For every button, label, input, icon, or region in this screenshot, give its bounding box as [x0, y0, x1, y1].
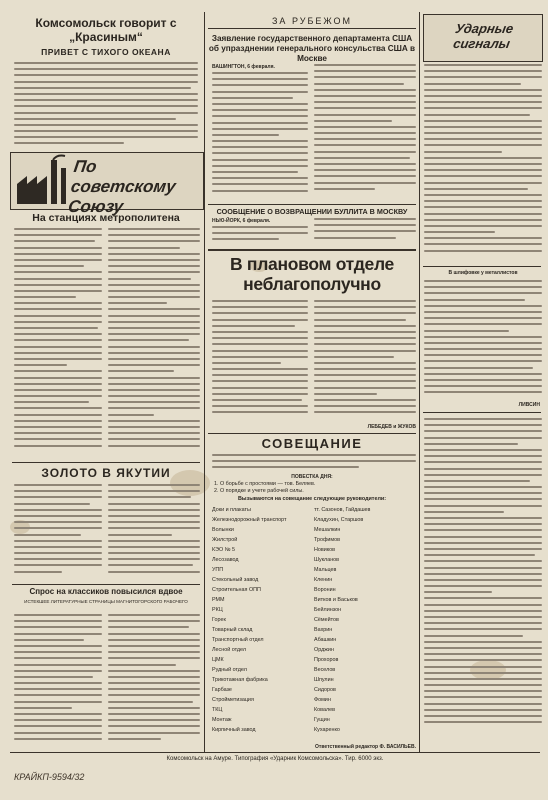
- column-rule: [204, 12, 205, 752]
- invite-heading: Вызываются на совещание следующие руководители:: [238, 496, 386, 502]
- invite-name: Бейлинзон: [314, 607, 342, 613]
- section-rule: [208, 204, 416, 205]
- invite-department: Товарный склад: [212, 627, 253, 633]
- signature-plan: ЛЕБЕДЕВ и ЖУКОВ: [367, 424, 416, 430]
- title-bullitt: СООБЩЕНИЕ О ВОЗВРАЩЕНИИ БУЛЛИТА В МОСКВУ: [216, 207, 408, 216]
- invite-department: Жилстрой: [212, 537, 238, 543]
- invite-department: УПП: [212, 567, 224, 573]
- article-text-plan-b: [314, 300, 416, 422]
- footer-imprint: Комсомольск на Амуре. Типография «Ударник Комсомольска». Тир. 6000 экз.: [166, 756, 384, 762]
- invite-name: Трофимов: [314, 537, 340, 543]
- banner-soviet-union: [10, 152, 204, 216]
- invite-name: Орджин: [314, 647, 334, 653]
- invite-department: Стекольный завод: [212, 577, 259, 583]
- invite-name: Сидоров: [314, 687, 336, 693]
- invite-name: Кленин: [314, 577, 333, 583]
- article-text-us-a: [212, 72, 308, 202]
- invite-department: РММ: [212, 597, 225, 603]
- subtitle-literature: ИСТЕКШЕЕ ЛИТЕРАТУРНЫЕ СТРАНИЦЫ МАГНИТОГОРСКОГО РАБОЧЕГО: [24, 599, 188, 604]
- title-classics-demand: Спрос на классиков повысился вдвое: [29, 587, 183, 596]
- article-text-bullitt-b: [314, 218, 416, 248]
- invite-department: Стройметизация: [212, 697, 254, 703]
- invite-name: Мешалкин: [314, 527, 341, 533]
- article-text-gold-a: [14, 484, 102, 582]
- invite-name: Сёмейтов: [314, 617, 339, 623]
- invite-name: Витков и Васьков: [314, 597, 358, 603]
- invite-department: Горек: [212, 617, 226, 623]
- article-text-meeting: [212, 454, 416, 474]
- invite-department: Лесной отдел: [212, 647, 246, 653]
- banner-title: По советскому Союзу: [66, 157, 177, 216]
- title-metro: На станциях метрополитена: [32, 212, 180, 224]
- article-text-us-b: [314, 64, 416, 202]
- banner-shock-title: Ударные сигналы: [452, 21, 515, 51]
- section-rule: [12, 584, 200, 585]
- meeting-agenda-list: [214, 481, 414, 495]
- footer-rule: [10, 752, 540, 753]
- editor-line: Ответственный редактор Ф. ВАСИЛЬЕВ.: [315, 744, 416, 750]
- invite-name: Мальцев: [314, 567, 337, 573]
- invite-name: тт. Сазонов, Гайдашев: [314, 507, 371, 513]
- meeting-agenda-label: ПОВЕСТКА ДНЯ:: [291, 474, 333, 480]
- invite-department: ТКЦ: [212, 707, 223, 713]
- invite-name: Воронин: [314, 587, 336, 593]
- article-text-bullitt-a: [212, 226, 308, 248]
- invite-department: Доки и плакаты: [212, 507, 251, 513]
- article-text-metro-b: [108, 228, 200, 460]
- title-right-section: В шлифовке у металлистов: [448, 270, 518, 276]
- invite-name: Вахрин: [314, 627, 333, 633]
- article-text-right-b: [424, 280, 542, 400]
- invite-department: Железнодорожный транспорт: [212, 517, 287, 523]
- invite-department: Монтаж: [212, 717, 232, 723]
- invite-name: Веселов: [314, 667, 336, 673]
- article-text-classics-a: [14, 614, 102, 750]
- left-column: [12, 16, 200, 57]
- subhead-pacific: ПРИВЕТ С ТИХОГО ОКЕАНА: [41, 47, 171, 57]
- section-rule: [12, 462, 200, 463]
- dateline-washington: ВАШИНГТОН, 6 февраля.: [212, 64, 275, 70]
- title-us-consulate: Заявление государственного департамента США об упразднении генерального консульства США в Москве: [208, 34, 416, 63]
- section-rule: [423, 266, 541, 267]
- archive-stamp: КРАЙКП-9594/32: [14, 772, 85, 782]
- invite-name: Прохоров: [314, 657, 339, 663]
- invite-department: Гарбазе: [212, 687, 232, 693]
- article-text-krasin: [14, 62, 198, 148]
- invite-department: Лесозавод: [212, 557, 239, 563]
- invite-name: Кухаренко: [314, 727, 340, 733]
- invite-departments: [212, 505, 308, 735]
- invite-department: Кирпичный завод: [212, 727, 256, 733]
- factory-icon: [13, 154, 73, 208]
- article-text-right-c: [424, 418, 542, 740]
- article-text-plan-a: [212, 300, 308, 422]
- invite-name: Абашкин: [314, 637, 337, 643]
- invite-department: ЦМК: [212, 657, 224, 663]
- invite-department: Трикотажная фабрика: [212, 677, 268, 683]
- rubric-abroad: ЗА РУБЕЖОМ: [208, 16, 416, 29]
- invite-department: Волынки: [212, 527, 234, 533]
- invite-department: Строительная ОПП: [212, 587, 261, 593]
- invite-name: Фомин: [314, 697, 331, 703]
- article-text-metro-a: [14, 228, 102, 460]
- article-text-gold-b: [108, 484, 200, 582]
- section-rule: [423, 412, 541, 413]
- invite-department: КЭО № 5: [212, 547, 235, 553]
- column-rule: [419, 12, 420, 752]
- article-text-right-a: [424, 64, 542, 264]
- invite-name: Ковалев: [314, 707, 335, 713]
- section-rule-thick: [208, 249, 416, 251]
- title-planning-dept: В плановом отделе неблагополучно: [230, 254, 394, 294]
- signature-right: ЛИВСИН: [518, 402, 540, 408]
- invite-name: Шукланов: [314, 557, 340, 563]
- invite-department: РКЦ: [212, 607, 223, 613]
- invite-names: [314, 505, 416, 735]
- title-gold-yakutia: ЗОЛОТО В ЯКУТИИ: [41, 466, 171, 480]
- section-rule: [208, 433, 416, 434]
- dateline-new-york: НЬЮ-ЙОРК, 6 февраля.: [212, 218, 271, 224]
- invite-name: Шпулин: [314, 677, 334, 683]
- article-text-classics-b: [108, 614, 200, 750]
- headline-komsomolsk: Комсомольск говорит с „Красиным“: [35, 16, 177, 44]
- invite-name: Новиков: [314, 547, 336, 553]
- invite-name: Гущин: [314, 717, 330, 723]
- meeting-agenda-item: 2. О порядке и учете рабочей силы.: [214, 488, 304, 494]
- title-meeting: СОВЕЩАНИЕ: [261, 436, 363, 451]
- meeting-agenda-item: 1. О борьбе с простоями — тов. Беляев.: [214, 481, 316, 487]
- invite-department: Транспортный отдел: [212, 637, 264, 643]
- invite-name: Кладухин, Старшов: [314, 517, 364, 523]
- invite-department: Рудный отдел: [212, 667, 247, 673]
- banner-shock-signals: [423, 14, 543, 62]
